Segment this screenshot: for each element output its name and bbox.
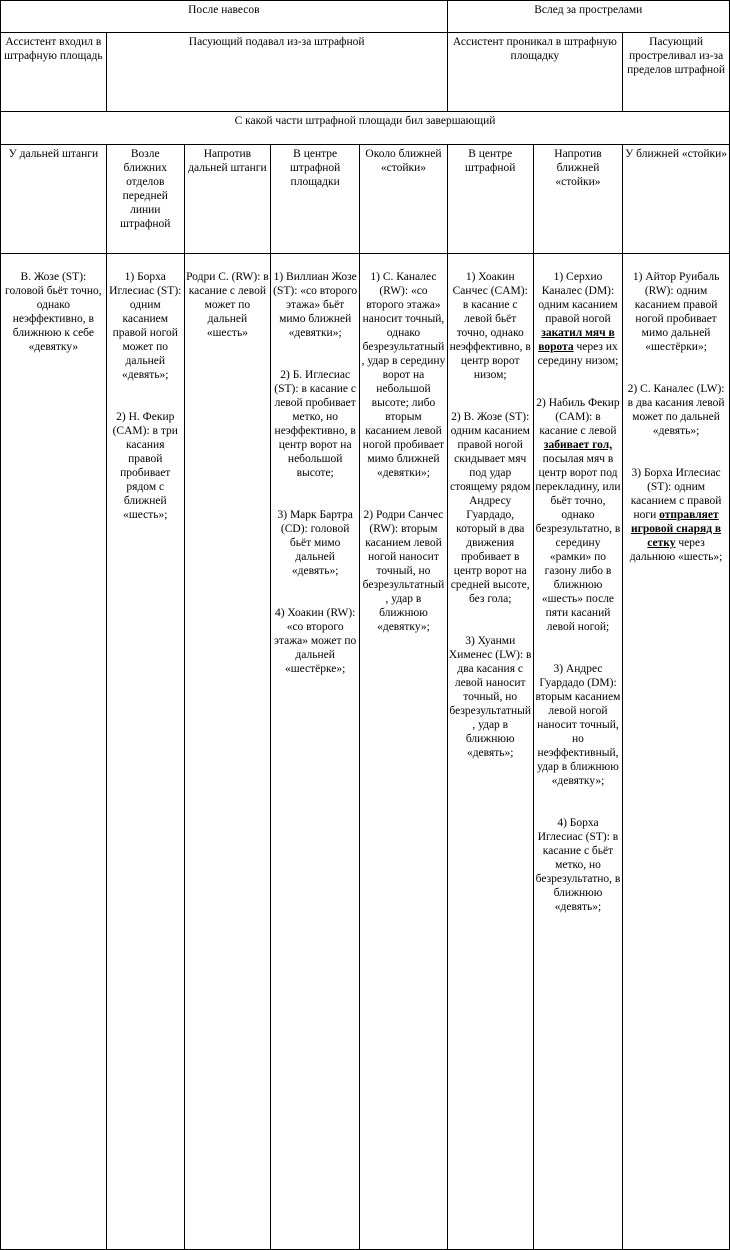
header-passer-outside-box: Пасующий подавал из-за штрафной — [106, 33, 447, 112]
cell-col3 — [184, 254, 270, 1250]
list-item: 2) Родри Санчес (RW): вторым касанием левой ногой наносит точный, но безрезультатный, удар в ближнюю «девятку»; — [362, 509, 445, 633]
list-item: 2) С. Каналес (LW): в два касания левой может по дальней «девять»; — [627, 383, 725, 437]
list-item — [535, 270, 621, 368]
item-text: посылая мяч в центр ворот под перекладину, или бьёт точно, однако безрезультатно, в середину «рамки» по газону либо в ближнюю «шесть» после пяти касаний левой ногой; — [535, 453, 621, 633]
item-text: через дальнюю «шесть»; — [629, 537, 723, 563]
cell-col8 — [623, 254, 730, 1250]
cell-col4 — [271, 254, 360, 1250]
cell-col1 — [1, 254, 107, 1250]
zone-near-front-line-label: Возле ближних отделов передней линии штрафной — [120, 148, 171, 230]
zone-near-post-area: Около ближней «стойки» — [360, 145, 447, 254]
list-item: 3) Марк Бартра (CD): головой бьёт мимо дальней «девять»; — [277, 509, 353, 577]
header-passer-cutback-outside: Пасующий простреливал из-за пределов штрафной — [623, 33, 730, 112]
header-assistant-penetrated-box: Ассистент проникал в штрафную площадку — [447, 33, 623, 112]
content-row — [1, 254, 730, 1250]
list-item: 1) Борха Иглесиас (ST): одним касанием правой ногой может по дальней «девять»; — [109, 271, 182, 381]
cell-col5 — [360, 254, 447, 1250]
header-after-cutbacks: Вслед за прострелами — [447, 1, 729, 33]
header-after-crosses: После навесов — [1, 1, 448, 33]
list-item — [624, 466, 728, 564]
zone-box-center: В центре штрафной площадки — [271, 145, 360, 254]
zones-row — [1, 145, 730, 254]
list-item: Родри С. (RW): в касание с левой может по дальней «шесть» — [186, 271, 269, 339]
list-item: 2) Б. Иглесиас (ST): в касание с левой пробивает метко, но неэффективно, в центр ворот на небольшой высоте; — [274, 369, 357, 479]
zone-opposite-far-post: Напротив дальней штанги — [184, 145, 270, 254]
zone-near-post: У ближней «стойки» — [623, 145, 730, 254]
list-item: 4) Хоакин (RW): «со второго этажа» может по дальней «шестёрке»; — [273, 607, 357, 675]
list-item: 1) Виллиан Жозе (ST): «со второго этажа» бьёт мимо ближней «девятки»; — [273, 271, 358, 339]
list-item: В. Жозе (ST): головой бьёт точно, однако неэффективно, в ближнюю к себе «девятку» — [5, 271, 102, 353]
list-item: 1) Хоакин Санчес (CAM): в касание с левой бьёт точно, однако неэффективно, в центр ворот низом; — [449, 271, 531, 381]
header-row-2 — [1, 33, 730, 112]
goal-highlight: отправляет игровой снаряд в сетку — [631, 509, 722, 549]
header-assistant-entered-box: Ассистент входил в штрафную площадь — [1, 33, 107, 112]
goal-highlight: забивает гол, — [543, 439, 613, 451]
list-item: 3) Хуанми Хименес (LW): в два касания с левой наносит точный, но безрезультатный, удар в ближнюю «девять»; — [448, 635, 532, 759]
header-finisher-zone: С какой части штрафной площади бил завершающий — [1, 112, 730, 145]
cell-col6 — [447, 254, 533, 1250]
goal-highlight: закатил мяч в ворота — [538, 327, 615, 353]
item-text: 1) Серхио Каналес (DM): одним касанием правой ногой — [538, 271, 618, 325]
item-text: через их середину низом; — [537, 341, 619, 367]
list-item: 2) В. Жозе (ST): одним касанием правой ногой скидывает мяч под удар стоящему рядом Андресу Гуардадо, который в два движения пробивает в центр ворот на средней высоте, без гола; — [450, 411, 531, 605]
header-row-3 — [1, 112, 730, 145]
list-item: 4) Борха Иглесиас (ST): в касание с бьёт метко, но безрезультатно, в ближнюю «девять»; — [535, 817, 621, 913]
zone-far-post: У дальней штанги — [1, 145, 107, 254]
list-item: 3) Андрес Гуардадо (DM): вторым касанием левой ногой наносит точный, но неэффективный, удар в ближнюю «девятку»; — [535, 663, 621, 787]
cell-col7 — [533, 254, 622, 1250]
list-item: 1) С. Каналес (RW): «со второго этажа» наносит точный, однако безрезультатный, удар в середину ворот на небольшой высоте; либо вторым касанием левой ногой пробивает мимо ближней «девятки»; — [361, 271, 446, 479]
item-text: 2) Набиль Фекир (CAM): в касание с левой — [536, 397, 620, 437]
header-row-1 — [1, 1, 730, 33]
zone-opposite-near-post: Напротив ближней «стойки» — [533, 145, 622, 254]
list-item: 2) Н. Фекир (CAM): в три касания правой пробивает рядом с ближней «шесть»; — [112, 411, 178, 521]
zone-near-front-line — [106, 145, 184, 254]
cell-col2 — [106, 254, 184, 1250]
list-item — [535, 396, 621, 634]
list-item: 1) Айтор Руибаль (RW): одним касанием правой ногой пробивает мимо дальней «шестёрки»; — [632, 271, 720, 353]
item-text: 3) Борха Иглесиас (ST): одним касанием с правой ноги — [630, 467, 722, 521]
zone-center-box: В центре штрафной — [447, 145, 533, 254]
